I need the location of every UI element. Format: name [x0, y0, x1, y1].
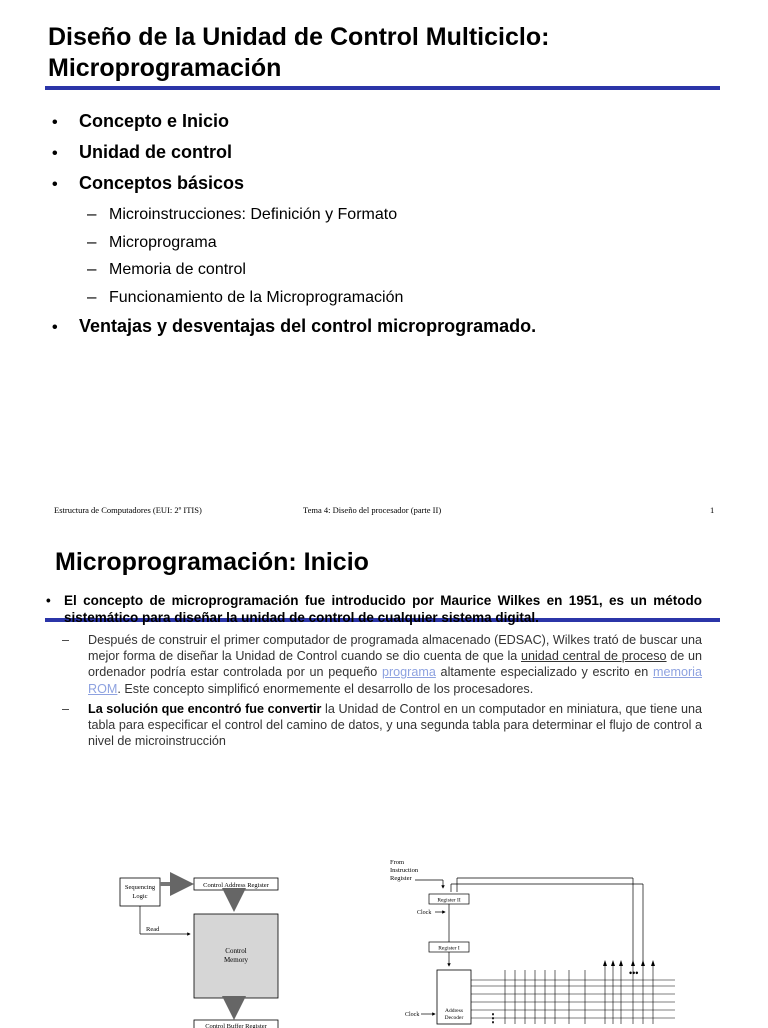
footer-topic: Tema 4: Diseño del procesador (parte II)	[303, 505, 442, 515]
read-label: Read	[146, 926, 160, 933]
list-item: • Conceptos básicos	[52, 173, 245, 193]
link-cpu[interactable]: unidad central de proceso	[521, 649, 667, 664]
slide-2	[0, 530, 768, 1028]
footer-course: Estructura de Computadores (EUI: 2º ITIS)	[54, 505, 202, 515]
sub-list-item: – Microinstrucciones: Definición y Formato	[87, 204, 398, 223]
car-label: Control Address Register	[203, 882, 269, 889]
dash-icon: –	[62, 633, 70, 647]
svg-text:Decoder: Decoder	[444, 1015, 464, 1021]
clock-label: Clock	[405, 1012, 420, 1018]
dash-icon: –	[87, 231, 97, 251]
bullet-icon: •	[52, 176, 58, 193]
control-unit-diagram	[110, 868, 300, 1028]
sequencing-logic-label-1: Sequencing	[124, 884, 156, 891]
link-program[interactable]: programa	[381, 665, 436, 680]
list-item: • Unidad de control	[52, 142, 232, 162]
footer-page-number: 1	[710, 505, 715, 515]
horizontal-dots: •••	[629, 968, 639, 978]
intro-paragraph: • El concepto de microprogramación fue introducido por Maurice Wilkes en 1951, es un método sistemático para diseñar la unidad de control de cualquier sistema digital.	[46, 593, 702, 625]
list-item: • Concepto e Inicio	[52, 111, 230, 131]
dash-icon: –	[62, 701, 70, 716]
from-ir-label-2: Instruction	[390, 867, 419, 874]
from-ir-label-3: Register	[390, 875, 412, 882]
bullet-icon: •	[52, 145, 58, 162]
outline-list	[52, 111, 732, 347]
svg-text:Register I: Register I	[438, 945, 460, 952]
slide-1-title: Diseño de la Unidad de Control Multiciclo: Microprogramación	[48, 23, 550, 82]
matrix-arrows	[603, 960, 655, 966]
slide-2-title: Microprogramación: Inicio	[55, 548, 369, 576]
list-item: • Ventajas y desventajas del control microprogramado.	[52, 316, 537, 336]
dash-icon: –	[87, 259, 97, 278]
svg-text:Register II: Register II	[437, 897, 461, 904]
dash-icon: –	[87, 204, 97, 223]
svg-text:Address: Address	[444, 1008, 464, 1014]
control-memory-label-2: Memory	[223, 956, 249, 964]
control-matrix	[471, 962, 675, 1024]
detail-list	[62, 632, 702, 753]
control-memory-label-1: Control	[225, 947, 247, 955]
sub-list-item: – Microprograma	[87, 231, 217, 251]
sequencing-logic-label-2: Logic	[132, 893, 148, 900]
bullet-icon: •	[52, 114, 58, 131]
sub-list-item: – Funcionamiento de la Microprogramación	[87, 286, 404, 306]
bullet-icon: •	[46, 593, 51, 608]
title-divider	[45, 86, 720, 90]
list-item: – Después de construir el primer computador de programada almacenado (EDSAC), Wilkes trató de buscar una mejor forma de diseñar la Unidad de Control cuando se dio cuenta de que la unidad central de proceso de un ordenador podría estar controlada por un pequeño programa altamente especializado y escrito en memoria ROM. Este concepto simplificó enormemente el desarrollo de los procesadores.	[62, 633, 702, 696]
sub-list-item: – Memoria de control	[87, 259, 246, 278]
dash-icon: –	[87, 286, 97, 306]
wilkes-control-diagram	[385, 854, 685, 1024]
link-rom-memory[interactable]: memoria ROM	[88, 665, 702, 696]
clock-top-label: Clock	[417, 910, 432, 916]
vertical-dots: ⋮	[487, 1011, 499, 1025]
sequencing-logic-box	[120, 878, 160, 906]
from-ir-label-1: From	[390, 859, 405, 866]
cbr-label: Control Buffer Register	[205, 1023, 267, 1028]
bullet-icon: •	[52, 319, 58, 336]
list-item: – La solución que encontró fue convertir la Unidad de Control en un computador en miniatura, que tiene una tabla para especificar el control del camino de datos, y una segunda tabla para determinar el flujo de control a nivel de microinstrucción	[62, 701, 702, 749]
